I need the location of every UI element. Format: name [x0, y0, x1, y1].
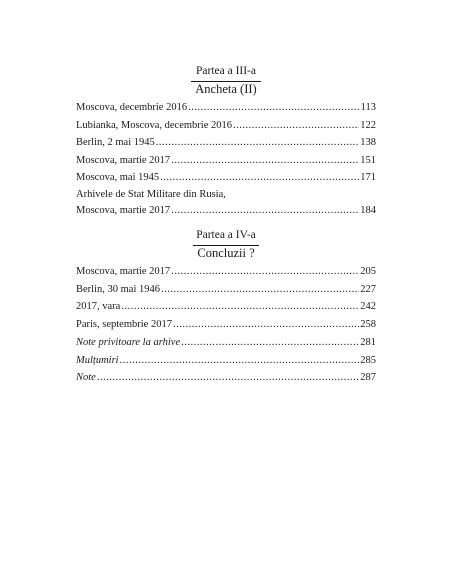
- dot-leader: [233, 117, 359, 135]
- entry-title: Moscova, martie 2017: [76, 154, 171, 166]
- entry-title: Moscova, martie 2017: [76, 266, 171, 277]
- entry-page: 242: [360, 301, 376, 313]
- entry-page: 281: [360, 337, 376, 348]
- dot-leader: [160, 169, 359, 187]
- dot-leader: [171, 263, 359, 281]
- dot-leader: [97, 369, 359, 387]
- toc-entry: [76, 169, 376, 187]
- part3-header: [0, 64, 452, 99]
- toc-entry: [76, 152, 376, 170]
- toc-entry: [76, 134, 376, 152]
- entry-page: 227: [360, 283, 376, 295]
- entry-page: 113: [360, 102, 376, 113]
- dot-leader: [156, 134, 360, 152]
- part3-label: Partea a III-a: [195, 65, 256, 77]
- dot-leader: [121, 298, 359, 316]
- part3-entries: [76, 99, 376, 220]
- entry-page: 258: [360, 318, 376, 330]
- dot-leader: [188, 99, 360, 117]
- entry-title: Note: [76, 372, 96, 384]
- toc-entry: [76, 117, 376, 135]
- entry-title: Moscova, decembrie 2016: [76, 102, 188, 113]
- toc-entry: [76, 263, 376, 281]
- entry-page: 171: [360, 172, 376, 184]
- toc-entry: [76, 352, 376, 370]
- entry-title: Lubianka, Moscova, decembrie 2016: [76, 119, 232, 131]
- entry-page: 138: [360, 137, 376, 149]
- entry-page: 122: [360, 119, 376, 131]
- entry-title: 2017, vara: [76, 301, 121, 313]
- entry-title: Moscova, mai 1945: [76, 172, 160, 184]
- entry-page: 287: [360, 372, 376, 384]
- dot-leader: [171, 202, 359, 220]
- entry-title: Berlin, 30 mai 1946: [76, 283, 160, 295]
- entry-title: Moscova, martie 2017: [76, 204, 171, 216]
- toc-entry: [76, 316, 376, 334]
- toc-entry: [76, 281, 376, 299]
- entry-page: 205: [360, 266, 376, 277]
- toc-entry: [76, 202, 376, 220]
- entry-title: Paris, septembrie 2017: [76, 318, 172, 330]
- part3-title: Ancheta (II): [191, 81, 260, 99]
- part4-title: Concluzii ?: [193, 245, 258, 263]
- entry-page: 285: [360, 354, 376, 366]
- toc-entry-line1: [76, 187, 376, 202]
- toc-entry: [76, 369, 376, 387]
- back-matter-entries: [76, 334, 376, 387]
- toc-entry: [76, 298, 376, 316]
- dot-leader: [173, 316, 359, 334]
- entry-title: Note privitoare la arhive: [76, 337, 181, 348]
- dot-leader: [171, 152, 359, 170]
- toc-entry: [76, 334, 376, 352]
- part4-header: [0, 228, 452, 263]
- part4-entries: [76, 263, 376, 333]
- toc-entry: [76, 99, 376, 117]
- entry-page: 184: [360, 204, 376, 216]
- entry-title-line1: Arhivele de Stat Militare din Rusia,: [76, 188, 226, 200]
- entry-title: Berlin, 2 mai 1945: [76, 137, 155, 149]
- dot-leader: [120, 352, 360, 370]
- dot-leader: [161, 281, 359, 299]
- dot-leader: [181, 334, 359, 352]
- entry-title: Mulțumiri: [76, 354, 119, 366]
- part4-label: Partea a IV-a: [196, 229, 256, 241]
- entry-page: 151: [360, 154, 376, 166]
